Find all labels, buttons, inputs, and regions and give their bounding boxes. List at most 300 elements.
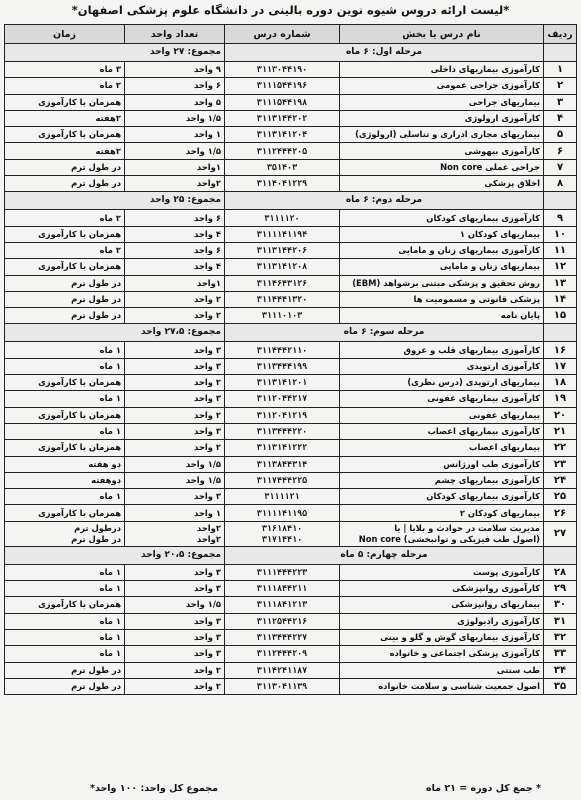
table-row (5, 358, 577, 374)
course-code (225, 226, 340, 242)
header-units: تعداد واحد (125, 25, 225, 44)
course-units-text: ۳ واحد (194, 393, 221, 404)
row-number: ۵ (544, 127, 577, 143)
stage-row (5, 546, 577, 564)
course-time-text: همزمان با کارآموزی (38, 442, 121, 453)
course-time (5, 375, 125, 391)
table-row (5, 613, 577, 629)
course-code-text: ۳۱۱۳۱۴۴۲۰۲ (256, 113, 308, 124)
table-row (5, 242, 577, 258)
course-name (340, 358, 544, 374)
course-name-text: کارآموزی جراحی عمومی (436, 80, 540, 91)
course-name-text: پایان نامه (500, 310, 540, 321)
course-name-text: بیماریهای ارتوپدی (درس نظری) (407, 377, 540, 388)
course-units-text: ۵ واحد (194, 96, 221, 107)
table-row (5, 581, 577, 597)
stage-blank (544, 44, 577, 62)
table-row (5, 78, 577, 94)
course-code (225, 358, 340, 374)
course-code-text: ۳۱۱۳۴۴۴۱۹۹ (256, 360, 308, 371)
course-code-text: ۳۱۱۲۵۴۴۲۱۶ (256, 615, 308, 626)
table-row (5, 226, 577, 242)
course-units (125, 275, 225, 291)
course-name (340, 159, 544, 175)
course-code-text: ۳۱۱۱۰۱۰۳ (261, 310, 303, 321)
course-code-text: ۳۱۱۴۴۴۱۳۲۰ (256, 294, 308, 304)
row-number: ۲۸ (544, 564, 577, 580)
course-units (125, 342, 225, 358)
course-code-text: ۳۱۱۳۱۴۱۲۰۴ (256, 129, 308, 140)
course-units (125, 662, 225, 678)
table-row (5, 629, 577, 645)
course-code-text: ۳۱۱۱۴۴۴۲۲۳ (256, 566, 308, 577)
course-units (125, 407, 225, 423)
course-units-text: ۳ واحد (194, 648, 221, 659)
course-units (125, 456, 225, 472)
course-time-text: همزمان با کارآموزی (38, 507, 121, 518)
course-units (125, 581, 225, 597)
course-code-text: ۳۱۱۱۸۴۴۲۱۱ (256, 583, 308, 594)
course-name (340, 78, 544, 94)
course-time-text: همزمان با کارآموزی (38, 409, 121, 420)
course-units (125, 110, 225, 126)
course-name-text: بیماریهای عفونی (468, 409, 540, 420)
row-number: ۱۱ (544, 242, 577, 258)
course-name (340, 489, 544, 505)
row-number: ۲۵ (544, 489, 577, 505)
course-name-text: کارآموزی بیماریهای زنان و مامایی (398, 245, 540, 256)
row-number: ۱۳ (544, 275, 577, 291)
table-row (5, 505, 577, 521)
row-number: ۲۴ (544, 472, 577, 488)
header-row-number: ردیف (544, 25, 577, 44)
course-name-text: کارآموزی بیهوشی (464, 145, 540, 156)
course-code (225, 375, 340, 391)
course-time (5, 143, 125, 159)
course-code-text: ۳۱۱۱۸۴۱۲۱۳ (256, 599, 308, 610)
course-units (125, 291, 225, 307)
course-name (340, 613, 544, 629)
course-units (125, 375, 225, 391)
course-units (125, 358, 225, 374)
stage-row (5, 192, 577, 210)
course-code-text: ۳۱۱۴۲۴۱۱۸۷ (256, 664, 308, 675)
course-name-text: بیماریهای جراحی (468, 96, 540, 107)
table-row (5, 407, 577, 423)
course-code-text: ۳۱۱۳۸۴۴۳۱۴ (256, 458, 308, 469)
course-name (340, 291, 544, 307)
table-row (5, 391, 577, 407)
course-units-text: ۲ واحد (194, 409, 221, 420)
course-code (225, 521, 340, 546)
course-name-text: کارآموزی طب اورژانس (443, 458, 540, 469)
course-name-text: پزشکی قانونی و مسمومیت ها (413, 294, 540, 304)
course-code-text: ۳۱۱۲۰۴۱۲۱۹ (256, 409, 308, 420)
course-name (340, 375, 544, 391)
stage-total: مجموع: ۲۰،۵ واحد (5, 546, 225, 564)
row-number: ۳۴ (544, 662, 577, 678)
course-time-text: ۱ ماه (99, 615, 121, 626)
row-number: ۱۷ (544, 358, 577, 374)
row-number: ۳۳ (544, 646, 577, 662)
course-code (225, 127, 340, 143)
course-units-text: ۲ واحد (194, 680, 221, 691)
course-units (125, 94, 225, 110)
course-code (225, 308, 340, 324)
course-name (340, 275, 544, 291)
course-units (125, 613, 225, 629)
course-time-text: ۱ ماه (99, 360, 121, 371)
row-number: ۷ (544, 159, 577, 175)
course-units (125, 308, 225, 324)
course-name (340, 678, 544, 694)
course-code (225, 78, 340, 94)
table-row (5, 308, 577, 324)
course-name (340, 259, 544, 275)
course-name (340, 456, 544, 472)
course-code (225, 423, 340, 439)
course-name-text: کارآموزی بیماریهای داخلی (430, 64, 540, 75)
course-units-text: ۲ واحد (194, 310, 221, 321)
course-code-text: ۳۱۱۱۱۲۰ (264, 212, 300, 223)
course-units (125, 210, 225, 226)
course-name (340, 629, 544, 645)
course-units-text: ۱واحد (196, 277, 221, 288)
course-code (225, 62, 340, 78)
course-units (125, 226, 225, 242)
course-time (5, 308, 125, 324)
course-name (340, 505, 544, 521)
course-code-text: ۳۱۱۳۱۴۱۲۰۱ (256, 377, 308, 388)
row-number: ۱۰ (544, 226, 577, 242)
row-number: ۱۲ (544, 259, 577, 275)
course-units-text: ۲ واحد (194, 377, 221, 388)
row-number: ۸ (544, 176, 577, 192)
course-time-text: همزمان با کارآموزی (38, 129, 121, 140)
course-code (225, 342, 340, 358)
course-time (5, 275, 125, 291)
course-units-text: ۳ واحد (194, 583, 221, 594)
footer-total-period: * جمع کل دوره = ۲۱ ماه (425, 783, 541, 794)
course-code-text: ۳۱۱۳۱۴۱۲۲۲ (256, 442, 308, 453)
course-name-text: جراحی عملی Non core (440, 161, 540, 172)
course-units (125, 391, 225, 407)
course-table (4, 24, 577, 695)
course-name-text: کارآموزی پزشکی اجتماعی و خانواده (389, 648, 540, 659)
stage-total: مجموع: ۲۷،۵ واحد (5, 324, 225, 342)
course-units-text: ۱ واحد (194, 507, 221, 518)
course-code-text: ۳۱۱۳۰۴۱۱۳۹ (256, 680, 308, 691)
course-name-text: بیماریهای مجاری ادراری و تناسلی (ارولوژی) (355, 129, 540, 140)
course-time (5, 613, 125, 629)
course-name-text: بیماریهای زنان و مامایی (439, 261, 540, 272)
course-units-text: ۳ واحد (194, 426, 221, 437)
course-code-text: ۳۱۶۱۸۴۱۰ (261, 522, 303, 533)
course-units-text: ۱واحد (196, 161, 221, 172)
course-code (225, 489, 340, 505)
stage-row (5, 324, 577, 342)
course-name (340, 440, 544, 456)
table-row (5, 94, 577, 110)
course-units (125, 440, 225, 456)
course-units (125, 127, 225, 143)
course-time-text: ۱ ماه (99, 583, 121, 594)
row-number: ۱۶ (544, 342, 577, 358)
course-code-text: ۳۱۱۳۱۴۱۲۰۸ (256, 261, 308, 272)
course-time-text: ۱ ماه (99, 566, 121, 577)
course-name-text: کارآموزی روانپزشکی (452, 583, 540, 594)
course-name (340, 176, 544, 192)
course-name-text: مدیریت سلامت در حوادث و بلایا | یا (394, 522, 540, 533)
table-row (5, 662, 577, 678)
course-code-text: ۳۱۱۲۴۴۴۲۰۹ (256, 648, 308, 659)
stage-blank (544, 324, 577, 342)
course-units-text: ۳ واحد (194, 615, 221, 626)
course-name (340, 423, 544, 439)
course-code-text: ۳۱۱۴۰۴۱۲۲۹ (256, 178, 308, 189)
course-units-text: ۱ واحد (194, 129, 221, 140)
stage-row (5, 44, 577, 62)
course-time-text: ۱ ماه (99, 344, 121, 355)
row-number: ۲۲ (544, 440, 577, 456)
course-time-text: دوهفته (91, 474, 121, 485)
course-time (5, 521, 125, 546)
row-number: ۲۳ (544, 456, 577, 472)
course-code-text: ۳۱۱۳۱۴۴۲۰۶ (256, 245, 308, 256)
course-units (125, 62, 225, 78)
course-time (5, 159, 125, 175)
course-time (5, 391, 125, 407)
course-name-text: بیماریهای روانپزشکی (451, 599, 540, 610)
course-code (225, 678, 340, 694)
course-code (225, 159, 340, 175)
course-code-alt: ۳۱۷۱۴۴۱۰ (261, 533, 303, 544)
row-number: ۱۹ (544, 391, 577, 407)
course-time (5, 629, 125, 645)
course-code (225, 210, 340, 226)
course-units-text: ۲واحد (196, 522, 221, 533)
row-number: ۲۷ (544, 521, 577, 546)
course-code-text: ۳۱۱۴۶۴۳۱۲۶ (256, 277, 308, 288)
course-time (5, 646, 125, 662)
row-number: ۳۵ (544, 678, 577, 694)
course-code (225, 629, 340, 645)
course-code (225, 505, 340, 521)
stage-total: مجموع: ۲۷ واحد (5, 44, 225, 62)
course-code-text: ۳۱۱۱۵۴۴۱۹۸ (256, 96, 308, 107)
course-name-text: کارآموزی بیماریهای کودکان (426, 212, 540, 223)
course-units (125, 159, 225, 175)
course-code (225, 176, 340, 192)
course-name (340, 581, 544, 597)
course-units-text: ۴ واحد (194, 261, 221, 272)
course-time (5, 489, 125, 505)
course-name-text: روش تحقیق و پزشکی مبتنی برشواهد (EBM) (352, 277, 540, 288)
course-units (125, 78, 225, 94)
row-number: ۲۰ (544, 407, 577, 423)
course-time-text: دو هفته (88, 458, 121, 469)
course-name-text: کارآموزی بیماریهای چشم (434, 474, 540, 485)
course-time-text: در طول ترم (71, 664, 121, 675)
course-units-text: ۱/۵ واحد (185, 145, 221, 156)
course-name (340, 110, 544, 126)
course-code-text: ۳۵۱۴۰۳ (266, 161, 298, 172)
course-name (340, 226, 544, 242)
course-code-text: ۳۱۱۳۴۴۴۲۲۰ (256, 426, 308, 437)
course-name-text: بیماریهای کودکان ۱ (459, 228, 540, 239)
row-number: ۳۲ (544, 629, 577, 645)
course-name-text: کارآموزی بیماریهای کودکان (426, 491, 540, 502)
course-units-text: ۴ واحد (194, 228, 221, 239)
course-code (225, 259, 340, 275)
row-number: ۱۸ (544, 375, 577, 391)
course-name-text: کارآموزی ارتوپدی (466, 360, 540, 371)
course-code-text: ۳۱۱۴۴۴۲۱۱۰ (256, 344, 308, 355)
course-time-text: در طول ترم (71, 178, 121, 189)
course-units-text: ۳ واحد (194, 360, 221, 371)
course-code (225, 110, 340, 126)
course-units-text: ۲ واحد (194, 442, 221, 453)
table-row (5, 259, 577, 275)
course-time (5, 407, 125, 423)
course-code-text: ۳۱۱۷۴۴۴۲۲۵ (256, 474, 308, 485)
row-number: ۳۱ (544, 613, 577, 629)
course-time (5, 291, 125, 307)
course-time-alt: در طول ترم (71, 533, 121, 544)
course-units-text: ۶ واحد (194, 245, 221, 256)
stage-blank (544, 546, 577, 564)
row-number: ۲۱ (544, 423, 577, 439)
stage-blank (544, 192, 577, 210)
table-header-row (5, 25, 577, 44)
course-time (5, 176, 125, 192)
table-row (5, 423, 577, 439)
course-time (5, 581, 125, 597)
course-time (5, 210, 125, 226)
course-units (125, 242, 225, 258)
course-time-text: همزمان با کارآموزی (38, 228, 121, 239)
stage-label: مرحله اول: ۶ ماه (225, 44, 544, 62)
course-name-text: بیماریهای اعصاب (469, 442, 540, 453)
course-time (5, 94, 125, 110)
course-code (225, 94, 340, 110)
row-number: ۲ (544, 78, 577, 94)
course-name-text: بیماریهای کودکان ۲ (459, 507, 540, 518)
course-units (125, 646, 225, 662)
table-row (5, 521, 577, 546)
course-code (225, 275, 340, 291)
course-units-text: ۱/۵ واحد (185, 113, 221, 124)
table-row (5, 597, 577, 613)
course-units (125, 564, 225, 580)
course-units-alt: ۲واحد (196, 533, 221, 544)
course-time (5, 662, 125, 678)
course-units (125, 505, 225, 521)
course-time (5, 226, 125, 242)
stage-label: مرحله چهارم: ۵ ماه (225, 546, 544, 564)
course-time-text: ۳ ماه (99, 64, 121, 75)
course-time-text: ۱ ماه (99, 491, 121, 502)
course-units (125, 629, 225, 645)
course-name-text: کارآموزی پوست (472, 566, 540, 577)
course-time (5, 259, 125, 275)
course-units-text: ۳ واحد (194, 632, 221, 643)
course-time (5, 127, 125, 143)
course-name (340, 564, 544, 580)
header-time: زمان (5, 25, 125, 44)
table-row (5, 176, 577, 192)
course-time-text: ۲ ماه (99, 212, 121, 223)
course-units (125, 521, 225, 546)
row-number: ۹ (544, 210, 577, 226)
course-time-text: ۲هفته (95, 145, 121, 156)
course-time-text: همزمان با کارآموزی (38, 96, 121, 107)
table-row (5, 342, 577, 358)
course-code-text: ۳۱۱۱۱۴۱۱۹۴ (256, 228, 308, 239)
course-name (340, 407, 544, 423)
course-code (225, 597, 340, 613)
course-code-text: ۳۱۱۱۵۴۴۱۹۶ (256, 80, 308, 91)
course-code (225, 391, 340, 407)
course-name (340, 127, 544, 143)
course-name (340, 521, 544, 546)
course-name-alt: (اصول طب فیزیکی و توانبخشی) Non core (358, 533, 540, 544)
footer-total-units: مجموع کل واحد: ۱۰۰ واحد* (90, 783, 218, 794)
course-units-text: ۳ واحد (194, 566, 221, 577)
header-course-name: نام درس یا بخش (340, 25, 544, 44)
course-time (5, 456, 125, 472)
table-row (5, 472, 577, 488)
course-units (125, 597, 225, 613)
course-time-text: درطول ترم (74, 522, 121, 533)
course-code (225, 662, 340, 678)
table-row (5, 210, 577, 226)
course-units (125, 176, 225, 192)
course-code (225, 456, 340, 472)
row-number: ۶ (544, 143, 577, 159)
table-row (5, 62, 577, 78)
course-time (5, 472, 125, 488)
course-code (225, 472, 340, 488)
course-units (125, 259, 225, 275)
course-name-text: کارآموزی بیماریهای اعصاب (427, 426, 540, 437)
course-name-text: طب سنتی (496, 664, 540, 675)
course-time (5, 62, 125, 78)
course-code (225, 564, 340, 580)
course-time (5, 358, 125, 374)
table-body (5, 44, 577, 695)
course-units (125, 678, 225, 694)
course-name (340, 94, 544, 110)
table-row (5, 275, 577, 291)
course-time (5, 505, 125, 521)
course-units-text: ۶ واحد (194, 212, 221, 223)
course-name (340, 308, 544, 324)
course-units (125, 472, 225, 488)
course-code (225, 646, 340, 662)
course-time-text: ۱ ماه (99, 632, 121, 643)
table-row (5, 159, 577, 175)
course-units (125, 489, 225, 505)
stage-label: مرحله سوم: ۶ ماه (225, 324, 544, 342)
course-time (5, 440, 125, 456)
course-code-text: ۳۱۱۲۰۴۴۲۱۷ (256, 393, 308, 404)
table-row (5, 291, 577, 307)
course-units-text: ۲واحد (196, 178, 221, 189)
course-time (5, 342, 125, 358)
course-units-text: ۲ واحد (194, 294, 221, 304)
course-time-text: همزمان با کارآموزی (38, 599, 121, 610)
